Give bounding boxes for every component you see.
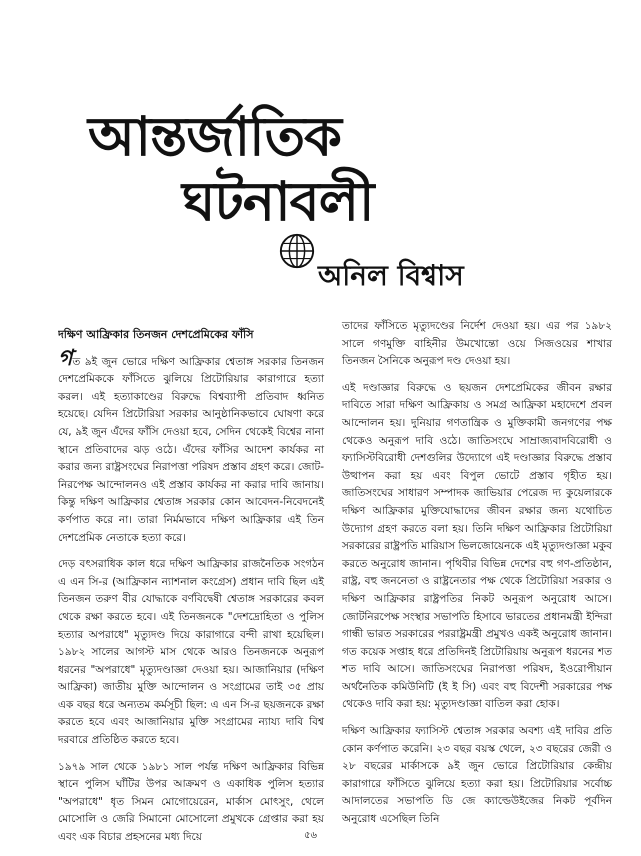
paragraph: ১৯৭৯ সাল থেকে ১৯৮১ সাল পর্যন্ত দক্ষিণ আফ্রিকার বিভিন্ন স্থানে পুলিস ঘাঁটির উপর আক্রমণ ও একাধিক পুলিস হত্যার "অপরাধে" ধৃত সিমন মোগোয়েরেন, মার্কাস মোৎসুং, থেলে মোসোলি ও জেরি সিমানো মোসোলো প্রমুখকে গ্রেপ্তার করা হয় এবং এক বিচার প্রহসনের মধ্য দিয়ে [58, 760, 324, 844]
globe-icon [278, 232, 316, 270]
paragraph-text: ত ৯ই জুন ভোরে দক্ষিণ আফ্রিকার শ্বেতাঙ্গ সরকার তিনজন দেশপ্রেমিককে ফাঁসিতে ঝুলিয়ে প্রিটোরিয়ার কারাগারে হত্যা করল। এই হত্যাকাণ্ডের বিরুদ্ধে বিশ্বব্যাপী প্রতিবাদ ধ্বনিত হয়েছে। যেদিন প্রিটোরিয়া সরকার আনুষ্ঠানিকভাবে ঘোষণা করে যে, ৯ই জুন এঁদের ফাঁসি দেওয়া হবে, সেদিন থেকেই বিশ্বের নানা স্থানে প্রতিবাদের ঝড় ওঠে। এঁদের ফাঁসির আদেশ কার্যকর না করার জন্য রাষ্ট্রসংঘের নিরাপত্তা পরিষদ প্রস্তাব গ্রহণ করে। জোট-নিরপেক্ষ আন্দোলনও এই প্রস্তাব কার্যকর না করার দাবি জানায়। কিন্তু দক্ষিণ আফ্রিকার শ্বেতাঙ্গ সরকার কোন আবেদন-নিবেদনেই কর্ণপাত করে না। তারা নির্মমভাবে দক্ষিণ আফ্রিকার এই তিন দেশপ্রেমিক নেতাকে হত্যা করে। [58, 355, 324, 544]
page-number: ৫৬ [304, 830, 317, 841]
right-column [342, 318, 612, 838]
drop-cap: গ [58, 345, 73, 371]
paragraph: দক্ষিণ আফ্রিকার ফ্যাসিস্ট শ্বেতাঙ্গ সরকার অবশ্য এই দাবির প্রতি কোন কর্ণপাত করেনি। ২৩ বছর বয়স্ক থেলে, ২৩ বছরের জেরী ও ২৮ বছরের মার্কাসকে ৯ই জুন ভোরে প্রিটোরিয়ার কেন্দ্রীয় কারাগারে ফাঁসিতে ঝুলিয়ে হত্যা করা হয়। প্রিটোরিয়ার সর্বোচ্চ আদালতের সভাপতি ডি জে ক্যাল্ডেউইজের নিকট পূর্বদিন অনুরোধ এসেছিল তিনি [342, 725, 612, 826]
author-name: অনিল বিশ্বাস [318, 259, 464, 292]
article-heading: দক্ষিণ আফ্রিকার তিনজন দেশপ্রেমিকের ফাঁসি [58, 328, 254, 341]
paragraph: এই দণ্ডাজ্ঞার বিরুদ্ধে ও ছয়জন দেশপ্রেমিকের জীবন রক্ষার দাবিতে সারা দক্ষিণ আফ্রিকায় ও সমগ্র আফ্রিকা মহাদেশে প্রবল আন্দোলন হয়। দুনিয়ার গণতান্ত্রিক ও মুক্তিকামী জনগণের পক্ষ থেকেও অনুরূপ দাবি ওঠে। জাতিসংঘে সাম্রাজ্যবাদবিরোধী ও ফ্যাসিস্টবিরোধী দেশগুলির উদ্যোগে এই দণ্ডাজ্ঞার বিরুদ্ধে প্রস্তাব উত্থাপন করা হয় এবং বিপুল ভোটে প্রস্তাব গৃহীত হয়। জাতিসংঘের সাধারণ সম্পাদক জাভিয়ার পেরেজ দ্য কুয়েলারকে দক্ষিণ আফ্রিকার মুক্তিযোদ্ধাদের জীবন রক্ষার জন্য যথোচিত উদ্যোগ গ্রহণ করতে বলা হয়। তিনি দক্ষিণ আফ্রিকার প্রিটোরিয়া সরকারের রাষ্ট্রপতি মারিয়াস ভিলজোয়েনকে এই মৃত্যুদণ্ডাজ্ঞা মকুব করতে অনুরোধ জানান। পৃথিবীর বিভিন্ন দেশের বহু গণ-প্রতিষ্ঠান, রাষ্ট্র, বহু জননেতা ও রাষ্ট্রনেতার পক্ষ থেকে প্রিটোরিয়া সরকার ও দক্ষিণ আফ্রিকার রাষ্ট্রপতির নিকট অনুরূপ অনুরোধ আসে। জোটনিরপেক্ষ সংস্থার সভাপতি হিসাবে ভারতের প্রধানমন্ত্রী ইন্দিরা গান্ধী ভারত সরকারের পররাষ্ট্রমন্ত্রী প্রমুখও একই অনুরোধ জানান। গত কয়েক সপ্তাহ ধরে প্রতিদিনই প্রিটোরিয়ায় অনুরূপ ধরনের শত শত দাবি আসে। জাতিসংঘের নিরাপত্তা পরিষদ, ইওরোপীয়ান অর্থনৈতিক কমিউনিটি (ই ই সি) এবং বহু বিদেশী সরকারের পক্ষ থেকেও দাবি করা হয়: মৃত্যুদণ্ডাজ্ঞা বাতিল করা হোক। [342, 381, 612, 711]
paragraph: তাদের ফাঁসিতে মৃত্যুদণ্ডের নির্দেশ দেওয়া হয়। এর পর ১৯৮২ সালে গণমুক্তি বাহিনীর উমখোন্তো ওয়ে সিজওয়ের শাখার তিনজন সৈনিকে অনুরূপ দণ্ড দেওয়া হয়। [342, 320, 612, 368]
title-line-2: ঘটনাবলী [182, 170, 374, 233]
title-block [0, 0, 641, 315]
paragraph: দেড় বৎসরাধিক কাল ধরে দক্ষিণ আফ্রিকার রাজনৈতিক সংগঠন এ এন সি-র (আফ্রিকান ন্যাশনাল কংগ্রেস) প্রধান দাবি ছিল এই তিনজন তরুণ বীর যোদ্ধাকে বর্ণবিদ্বেষী শ্বেতাঙ্গ সরকারের কবল থেকে রক্ষা করতে হবে। এই তিনজনকে "দেশদ্রোহিতা ও পুলিস হত্যার অপরাধে" মৃত্যুদণ্ড দিয়ে কারাগারে বন্দী রাখা হয়েছিল। ১৯৮২ সালের আগস্ট মাস থেকে আরও তিনজনকে অনুরূপ ধরনের "অপরাধে" মৃত্যুদণ্ডাজ্ঞা দেওয়া হয়। আজানিয়ার (দক্ষিণ আফ্রিকা) জাতীয় মুক্তি আন্দোলন ও সংগ্রামের তাই ৩৫ প্রায় এক বছর ধরে অন্যতম কর্মসূচী ছিল: এ এন সি-র ছয়জনকে রক্ষা করতে হবে এবং আজানিয়ার মুক্তি সংগ্রামের ন্যায্য দাবি বিশ্ব দরবারে প্রতিষ্ঠিত করতে হবে। [58, 558, 324, 747]
paragraph [58, 345, 324, 548]
title-line-1: আন্তর্জাতিক [88, 105, 341, 168]
left-column [58, 318, 324, 856]
